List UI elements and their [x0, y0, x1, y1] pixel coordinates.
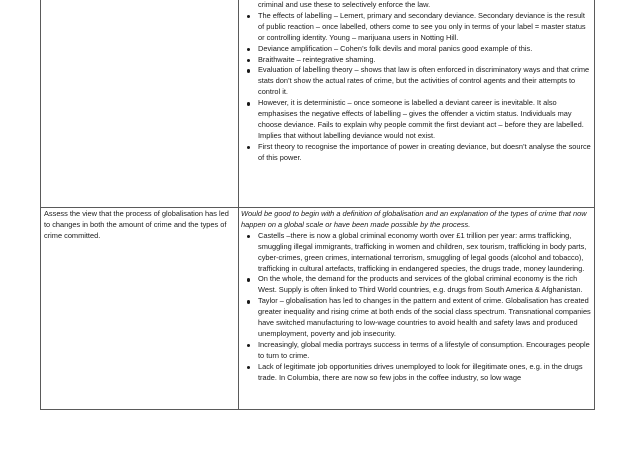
list-item: Evaluation of labelling theory – shows that law is often enforced in discriminatory ways and that crime stats don’t show the actual rates of crime, but the activities of control agents and their attempts to control it. — [241, 65, 591, 98]
bullet-icon — [247, 48, 250, 51]
bullet-icon — [247, 300, 250, 303]
column-divider — [238, 0, 239, 410]
continuation-text: criminal and use these to selectively enforce the law. — [258, 0, 431, 9]
list-item: Taylor – globalisation has led to changes in the pattern and extent of crime. Globalisation has created greater inequality and rising crime at both ends of the social class spectrum. Transnational companies have switched manufacturing to low-wage countries to avoid health and safety laws and produced unemployment, poverty and job insecurity. — [241, 296, 591, 340]
bullet-icon — [247, 146, 250, 149]
list-item: The effects of labelling – Lemert, primary and secondary deviance. Secondary deviance is the result of public reaction – once labelled, others come to see you only in terms of your label = master status or controlling identity. Young – marijuana users in Notting Hill. — [241, 11, 591, 44]
intro-text: Would be good to begin with a definition of globalisation and an explanation of the types of crime that now happen on a global scale or have been made possible by the process. — [241, 209, 587, 229]
row1-right-cell — [241, 0, 591, 206]
row1-bullet-list — [241, 11, 591, 164]
bullet-icon — [247, 15, 250, 18]
bullet-icon — [247, 278, 250, 281]
bullet-icon — [247, 59, 250, 62]
bullet-icon — [247, 69, 250, 72]
list-item: Increasingly, global media portrays success in terms of a lifestyle of consumption. Encourages people to turn to crime. — [241, 340, 591, 362]
list-item: Braithwaite – reintegrative shaming. — [241, 55, 591, 66]
row2-bullet-list — [241, 231, 591, 384]
bullet-icon — [247, 366, 250, 369]
question-text: Assess the view that the process of globalisation has led to changes in both the amount of crime and the types of crime committed. — [44, 209, 229, 240]
row-divider — [40, 207, 595, 208]
bullet-icon — [247, 102, 250, 105]
list-item: Deviance amplification – Cohen’s folk devils and moral panics good example of this. — [241, 44, 591, 55]
list-item: On the whole, the demand for the products and services of the global criminal economy is the rich West. Supply is often linked to Third World countries, e.g. drugs from South America & Afghanistan. — [241, 274, 591, 296]
list-item: First theory to recognise the importance of power in creating deviance, but doesn’t analyse the source of this power. — [241, 142, 591, 164]
table-border-right — [594, 0, 595, 410]
bullet-icon — [247, 344, 250, 347]
table-border-left — [40, 0, 41, 410]
row2-answer-cell — [241, 209, 591, 408]
notes-table — [40, 0, 595, 410]
table-border-bottom — [40, 409, 595, 410]
list-item: However, it is deterministic – once someone is labelled a deviant career is inevitable. It also emphasises the negative effects of labelling – gives the offender a victim status. Individuals may choose deviance. Fails to explain why people commit the first deviant act – before they are labelled. Implies that without labelling deviance would not exist. — [241, 98, 591, 142]
list-item: Lack of legitimate job opportunities drives unemployed to look for illegitimate ones, e.g. in the drugs trade. In Columbia, there are now so few jobs in the coffee industry, so low wage — [241, 362, 591, 384]
row2-question-cell — [44, 209, 234, 269]
bullet-icon — [247, 235, 250, 238]
list-item: Castells –there is now a global criminal economy worth over £1 trillion per year: arms trafficking, smuggling illegal immigrants, trafficking in women and children, sex tourism, trafficking in body parts, cyber-crimes, green crimes, international terrorism, smuggling of legal goods (alcohol and tobacco), trafficking in cultural artefacts, trafficking in endangered species, the drugs trade, money laundering. — [241, 231, 591, 275]
row1-left-cell — [44, 0, 234, 205]
